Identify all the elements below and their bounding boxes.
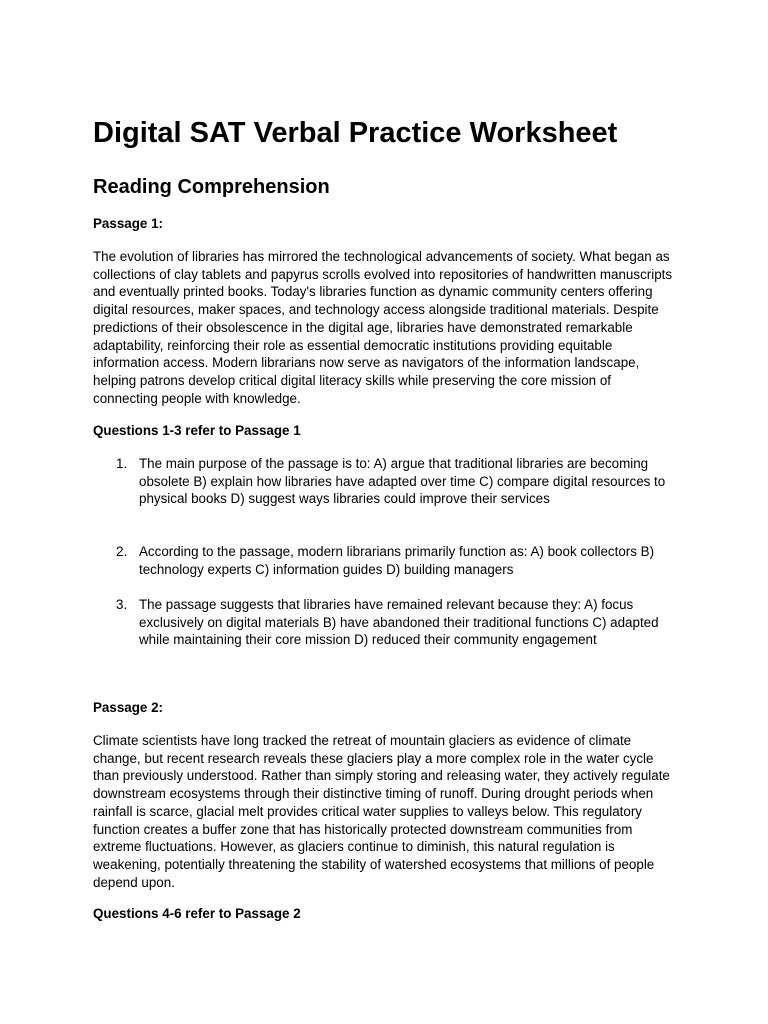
question-item-1 [93, 455, 679, 508]
question-item-2 [93, 543, 679, 578]
question-item-3 [93, 596, 679, 649]
question-number: 1. [116, 456, 128, 471]
passage-2-text: Climate scientists have long tracked the retreat of mountain glaciers as evidence of climate change, but recent research reveals these glaciers play a more complex role in the water cycle than previously understood. Rather than simply storing and releasing water, they actively regulate downstream ecosystems through their distinctive timing of runoff. During drought periods when rainfall is scarce, glacial melt provides critical water supplies to valleys below. This regulatory function creates a buffer zone that has historically protected downstream communities from extreme fluctuations. However, as glaciers continue to diminish, this natural regulation is weakening, potentially threatening the stability of watershed ecosystems that millions of people depend upon. [93, 733, 670, 890]
question-text: According to the passage, modern librarians primarily function as: A) book collectors B) technology experts C) information guides D) building managers [139, 544, 655, 577]
passage-2-label: Passage 2: [93, 700, 163, 715]
passage-1-label: Passage 1: [93, 216, 163, 231]
question-number: 2. [116, 544, 128, 559]
section-heading: Reading Comprehension [93, 176, 330, 198]
question-text: The main purpose of the passage is to: A) argue that traditional libraries are becoming obsolete B) explain how libraries have adapted over time C) compare digital resources to physical books D) suggest ways libraries could improve their services [139, 456, 666, 507]
passage-1-text: The evolution of libraries has mirrored the technological advancements of society. What began as collections of clay tablets and papyrus scrolls evolved into repositories of handwritten manuscripts and eventually printed books. Today's libraries function as dynamic community centers offering digital resources, maker spaces, and technology access alongside traditional materials. Despite predictions of their obsolescence in the digital age, libraries have demonstrated remarkable adaptability, reinforcing their role as essential democratic institutions providing equitable information access. Modern librarians now serve as navigators of the information landscape, helping patrons develop critical digital literacy skills while preserving the core mission of connecting people with knowledge. [93, 249, 673, 406]
question-number: 3. [116, 597, 128, 612]
questions-4-6-label: Questions 4-6 refer to Passage 2 [93, 906, 301, 921]
question-text: The passage suggests that libraries have remained relevant because they: A) focus exclusively on digital materials B) have abandoned their traditional functions C) adapted while maintaining their core mission D) reduced their community engagement [139, 597, 659, 648]
document-title: Digital SAT Verbal Practice Worksheet [93, 117, 618, 149]
questions-1-3-label: Questions 1-3 refer to Passage 1 [93, 423, 301, 438]
